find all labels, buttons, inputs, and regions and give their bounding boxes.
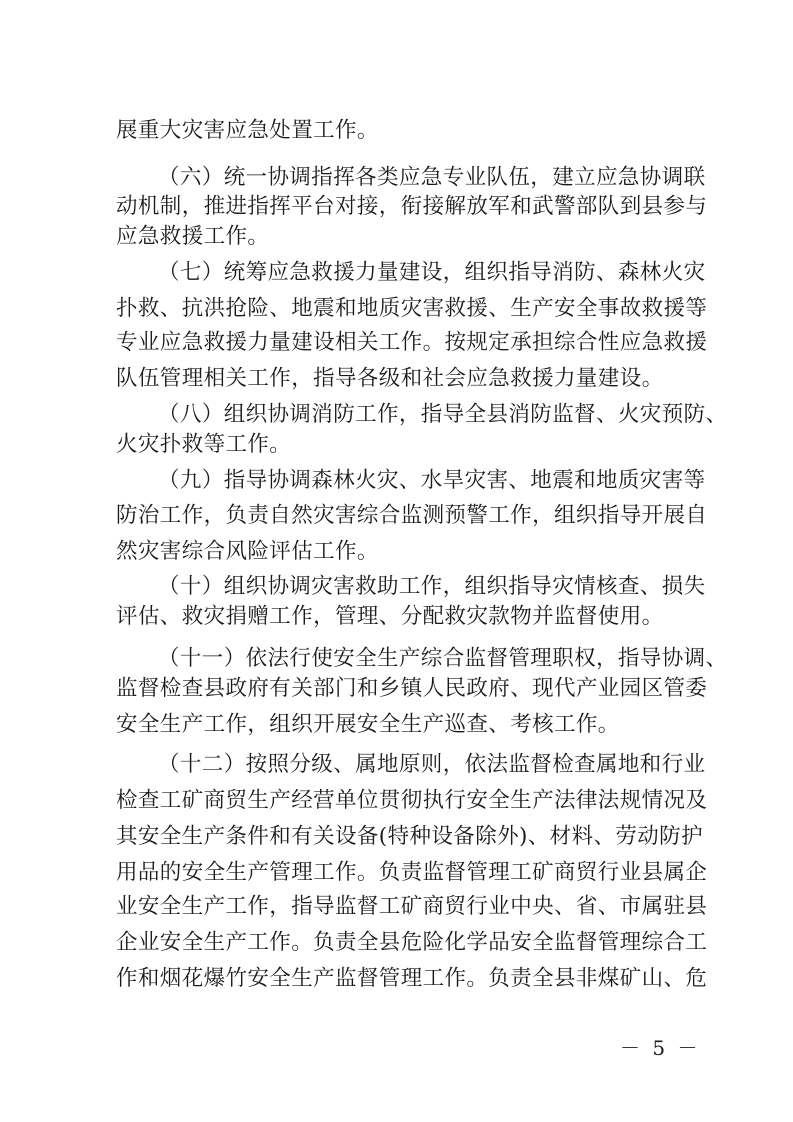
text-line: 火灾扑救等工作。: [116, 432, 292, 457]
page-number: － 5 －: [620, 1036, 701, 1060]
text-line: 防治工作，负责自然灾害综合监测预警工作，组织指导开展自: [116, 503, 708, 528]
text-line: 检查工矿商贸生产经营单位贯彻执行安全生产法律法规情况及: [116, 788, 708, 813]
text-line: 应急救援工作。: [116, 224, 270, 249]
text-line: （六）统一协调指挥各类应急专业队伍，建立应急协调联: [158, 165, 706, 190]
text-line: 监督检查县政府有关部门和乡镇人民政府、现代产业园区管委: [116, 676, 708, 701]
text-line: （十二）按照分级、属地原则，依法监督检查属地和行业: [158, 752, 706, 777]
text-line: 评估、救灾捐赠工作，管理、分配救灾款物并监督使用。: [116, 604, 664, 629]
text-line: 然灾害综合风险评估工作。: [116, 539, 379, 564]
text-line: （九）指导协调森林火灾、水旱灾害、地震和地质灾害等: [158, 468, 706, 493]
text-line: 专业应急救援力量建设相关工作。按规定承担综合性应急救援: [116, 330, 708, 355]
text-line: （七）统筹应急救援力量建设，组织指导消防、森林火灾: [158, 260, 706, 285]
text-line: 安全生产工作，组织开展安全生产巡查、考核工作。: [116, 712, 620, 737]
text-line: 用品的安全生产管理工作。负责监督管理工矿商贸行业县属企: [116, 860, 708, 885]
text-line: 动机制，推进指挥平台对接，衔接解放军和武警部队到县参与: [116, 194, 708, 219]
text-line: 作和烟花爆竹安全生产监督管理工作。负责全县非煤矿山、危: [116, 966, 708, 991]
text-line: （八）组织协调消防工作，指导全县消防监督、火灾预防、: [158, 402, 728, 427]
text-line: （十一）依法行使安全生产综合监督管理职权，指导协调、: [158, 646, 728, 671]
text-line: 展重大灾害应急处置工作。: [116, 118, 379, 143]
text-line: 队伍管理相关工作，指导各级和社会应急救援力量建设。: [116, 366, 664, 391]
text-line: 业安全生产工作，指导监督工矿商贸行业中央、省、市属驻县: [116, 894, 708, 919]
text-line: 企业安全生产工作。负责全县危险化学品安全监督管理综合工: [116, 930, 708, 955]
text-line: （十）组织协调灾害救助工作，组织指导灾情核查、损失: [158, 574, 706, 599]
text-line: 扑救、抗洪抢险、地震和地质灾害救援、生产安全事故救援等: [116, 296, 708, 321]
text-line: 其安全生产条件和有关设备(特种设备除外)、材料、劳动防护: [116, 824, 703, 849]
